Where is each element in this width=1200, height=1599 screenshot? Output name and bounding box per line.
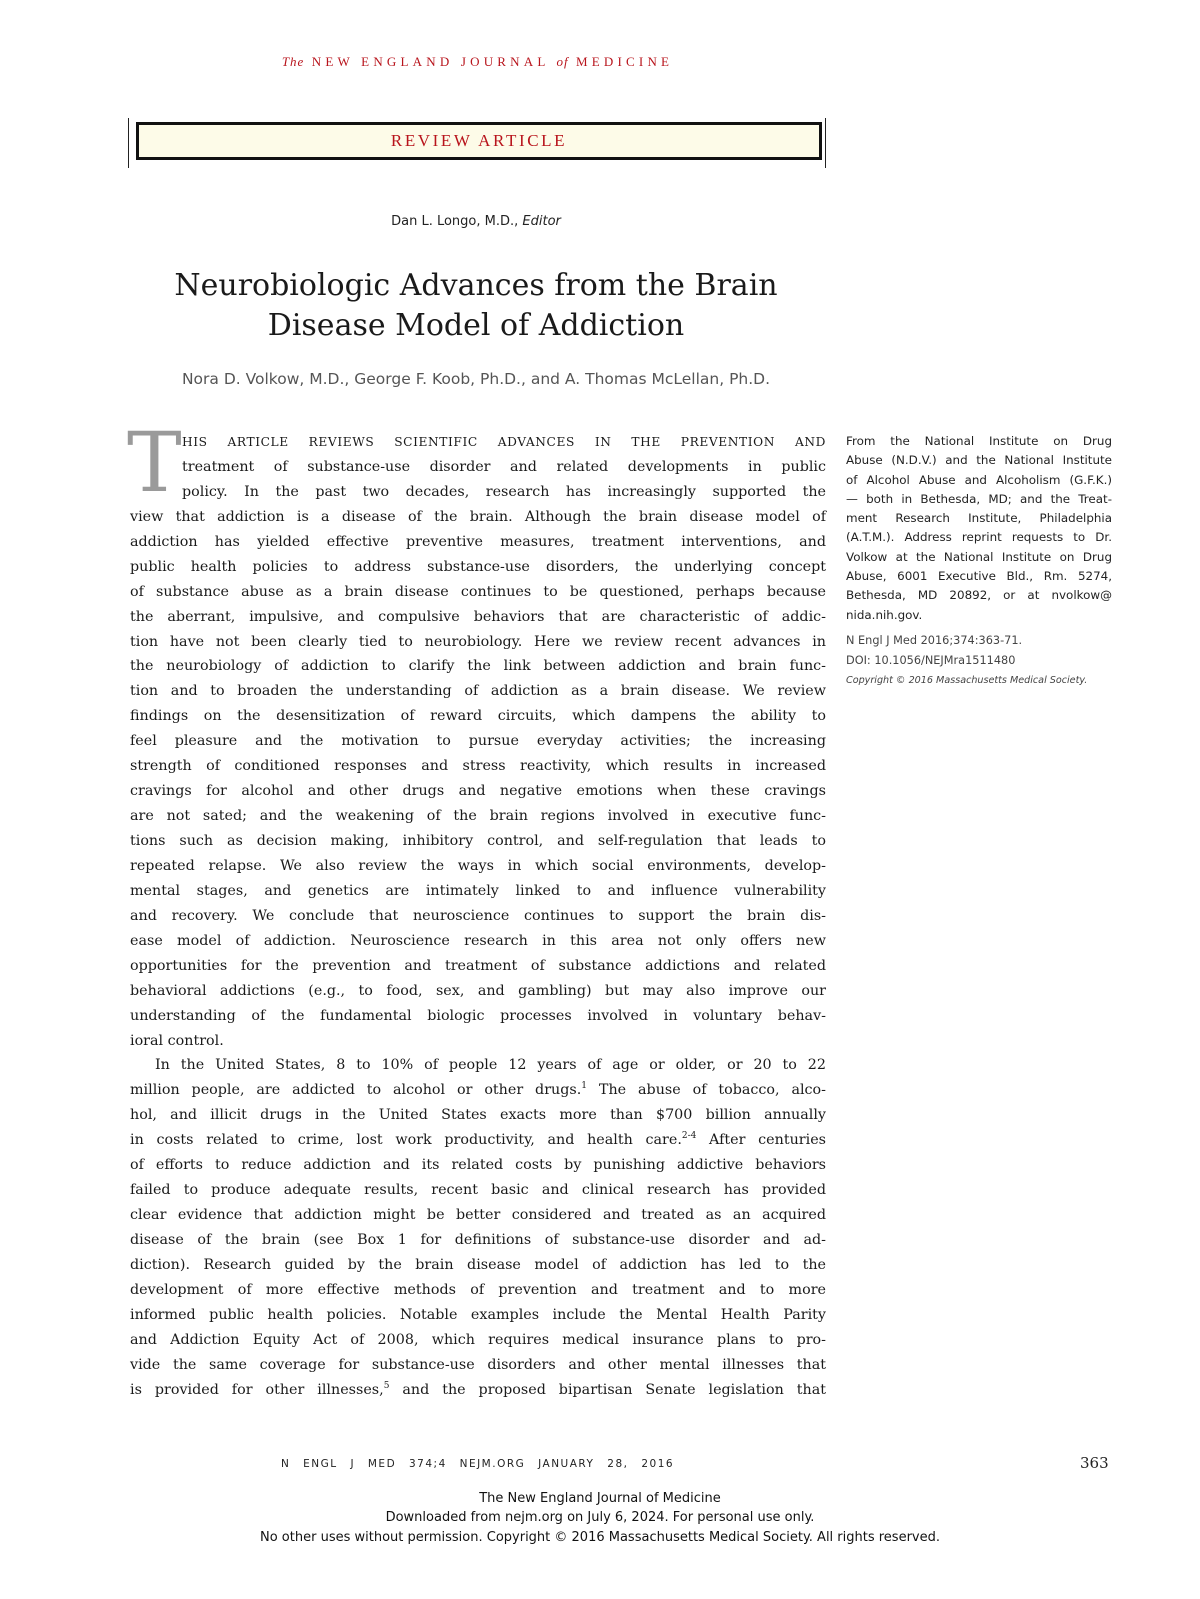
running-footer: N ENGL J MED 374;4 NEJM.ORG JANUARY 28, 2016	[280, 1458, 675, 1470]
abstract-line: repeated relapse. We also review the ways in which social environments, develop-	[130, 857, 826, 874]
journal-running-head	[0, 54, 955, 70]
affiliation-line: ment Research Institute, Philadelphia	[846, 511, 1112, 526]
editor-role: Editor	[522, 214, 561, 229]
paragraph-line: informed public health policies. Notable examples include the Mental Health Parity	[130, 1306, 826, 1323]
affiliation-line: Abuse, 6001 Executive Bld., Rm. 5274,	[846, 569, 1112, 584]
paragraph-line	[130, 1078, 826, 1103]
abstract-line: the aberrant, impulsive, and compulsive behaviors that are characteristic of addic-	[130, 608, 826, 625]
abstract-line: feel pleasure and the motivation to pursue everyday activities; the increasing	[130, 733, 826, 750]
abstract-line: public health policies to address substance-use disorders, the underlying concept	[130, 558, 826, 575]
doi-link[interactable]: DOI: 10.1056/NEJMra1511480	[846, 654, 1016, 667]
abstract-line: of substance abuse as a brain disease continues to be questioned, perhaps because	[130, 583, 826, 600]
paragraph-line: development of more effective methods of prevention and treatment and to more	[130, 1281, 826, 1298]
abstract-line	[130, 430, 826, 455]
permission-notice: No other uses without permission. Copyright © 2016 Massachusetts Medical Society. All rights reserved.	[260, 1530, 940, 1545]
abstract-smallcaps-opening: HIS ARTICLE REVIEWS SCIENTIFIC ADVANCES IN THE PREVENTION AND	[182, 435, 826, 449]
journal-head-the: The	[281, 54, 305, 69]
citation-block	[846, 631, 1112, 691]
abstract-line: opportunities for the prevention and treatment of substance addictions and related	[130, 957, 826, 974]
abstract-line: ioral control.	[130, 1032, 224, 1049]
reference-marker: 1	[581, 1081, 588, 1092]
paragraph-line: In the United States, 8 to 10% of people 12 years of age or older, or 20 to 22	[155, 1057, 826, 1074]
abstract-line: cravings for alcohol and other drugs and negative emotions when these cravings	[130, 783, 826, 800]
abstract-line: mental stages, and genetics are intimately linked to and influence vulnerability	[130, 882, 826, 899]
download-journal-name: The New England Journal of Medicine	[479, 1491, 721, 1506]
paragraph-line: and Addiction Equity Act of 2008, which requires medical insurance plans to pro-	[130, 1331, 826, 1348]
abstract-line: view that addiction is a disease of the brain. Although the brain disease model of	[130, 508, 826, 525]
abstract-line: ease model of addiction. Neuroscience research in this area not only offers new	[130, 932, 826, 949]
article-body	[130, 430, 826, 1403]
article-title	[128, 266, 824, 346]
author-list: Nora D. Volkow, M.D., George F. Koob, Ph.D., and A. Thomas McLellan, Ph.D.	[181, 370, 771, 388]
paragraph-line: diction). Research guided by the brain disease model of addiction has led to the	[130, 1256, 826, 1273]
article-type-banner	[136, 122, 822, 160]
paragraph-text: and the proposed bipartisan Senate legislation that	[389, 1381, 826, 1398]
abstract-line: understanding of the fundamental biologic processes involved in voluntary behav-	[130, 1007, 826, 1024]
copyright-notice: Copyright © 2016 Massachusetts Medical Society.	[846, 675, 1088, 686]
paragraph-line: disease of the brain (see Box 1 for definitions of substance-use disorder and ad-	[130, 1232, 826, 1248]
title-line-2: Disease Model of Addiction	[267, 308, 685, 343]
author-affiliations	[846, 432, 1112, 625]
paragraph-line: clear evidence that addiction might be better considered and treated as an acquired	[130, 1207, 826, 1224]
affiliation-line: Bethesda, MD 20892, or at nvolkow@	[846, 588, 1112, 603]
abstract-line: treatment of substance-use disorder and related developments in public	[182, 458, 826, 475]
editor-credit	[128, 214, 824, 229]
download-notice: Downloaded from nejm.org on July 6, 2024. For personal use only.	[385, 1510, 815, 1525]
abstract-line: findings on the desensitization of reward circuits, which dampens the ability to	[130, 708, 826, 725]
paragraph-line: hol, and illicit drugs in the United States exacts more than $700 billion annually	[130, 1107, 826, 1124]
paragraph-text: in costs related to crime, lost work productivity, and health care.	[130, 1132, 682, 1149]
editor-name: Dan L. Longo, M.D.,	[391, 214, 519, 229]
paragraph-text: After centuries	[696, 1132, 826, 1149]
journal-head-of: of	[556, 54, 569, 69]
affiliation-line: — both in Bethesda, MD; and the Treat-	[846, 491, 1112, 506]
abstract-line: and recovery. We conclude that neuroscience continues to support the brain dis-	[130, 907, 826, 924]
paragraph-text: is provided for other illnesses,	[130, 1381, 384, 1398]
abstract-line: tion have not been clearly tied to neurobiology. Here we review recent advances in	[130, 633, 826, 650]
abstract-line: behavioral addictions (e.g., to food, sex, and gambling) but may also improve our	[130, 982, 826, 999]
paragraph-line: failed to produce adequate results, recent basic and clinical research has provided	[130, 1182, 826, 1199]
paragraph-text: The abuse of tobacco, alco-	[587, 1082, 826, 1099]
title-line-1: Neurobiologic Advances from the Brain	[174, 268, 778, 303]
abstract-line: tion and to broaden the understanding of addiction as a brain disease. We review	[130, 683, 826, 700]
reference-marker: 2-4	[681, 1131, 697, 1142]
affiliation-line: From the National Institute on Drug	[846, 434, 1112, 448]
affiliation-line: of Alcohol Abuse and Alcoholism (G.F.K.)	[846, 472, 1112, 487]
abstract-line: tions such as decision making, inhibitory control, and self-regulation that leads to	[130, 833, 826, 849]
affiliation-line: (A.T.M.). Address reprint requests to Dr.	[846, 530, 1112, 545]
page-number: 363	[1080, 1454, 1109, 1472]
paragraph-line: of efforts to reduce addiction and its related costs by punishing addictive behaviors	[130, 1157, 826, 1174]
paragraph-line: vide the same coverage for substance-use disorders and other mental illnesses that	[130, 1356, 826, 1373]
abstract-line: strength of conditioned responses and stress reactivity, which results in increased	[130, 758, 826, 775]
reference-marker: 5	[383, 1380, 390, 1391]
journal-head-medicine: MEDICINE	[576, 54, 674, 69]
affiliation-line: nida.nih.gov.	[846, 607, 923, 622]
affiliation-line: Abuse (N.D.V.) and the National Institute	[846, 453, 1112, 468]
citation: N Engl J Med 2016;374:363-71.	[846, 634, 1023, 647]
journal-head-name: NEW ENGLAND JOURNAL	[311, 54, 549, 69]
paragraph-line	[130, 1378, 826, 1403]
abstract-line: the neurobiology of addiction to clarify the link between addiction and brain func-	[130, 658, 826, 675]
abstract-line: policy. In the past two decades, research has increasingly supported the	[182, 483, 826, 500]
paragraph-line	[130, 1128, 826, 1153]
abstract-line: addiction has yielded effective preventive measures, treatment interventions, and	[130, 533, 826, 550]
abstract-line: are not sated; and the weakening of the brain regions involved in executive func-	[130, 808, 826, 825]
article-type-label: REVIEW ARTICLE	[390, 131, 568, 150]
paragraph-text: million people, are addicted to alcohol or other drugs.	[130, 1082, 582, 1099]
affiliation-line: Volkow at the National Institute on Drug	[846, 549, 1112, 564]
drop-cap: T	[127, 416, 182, 511]
